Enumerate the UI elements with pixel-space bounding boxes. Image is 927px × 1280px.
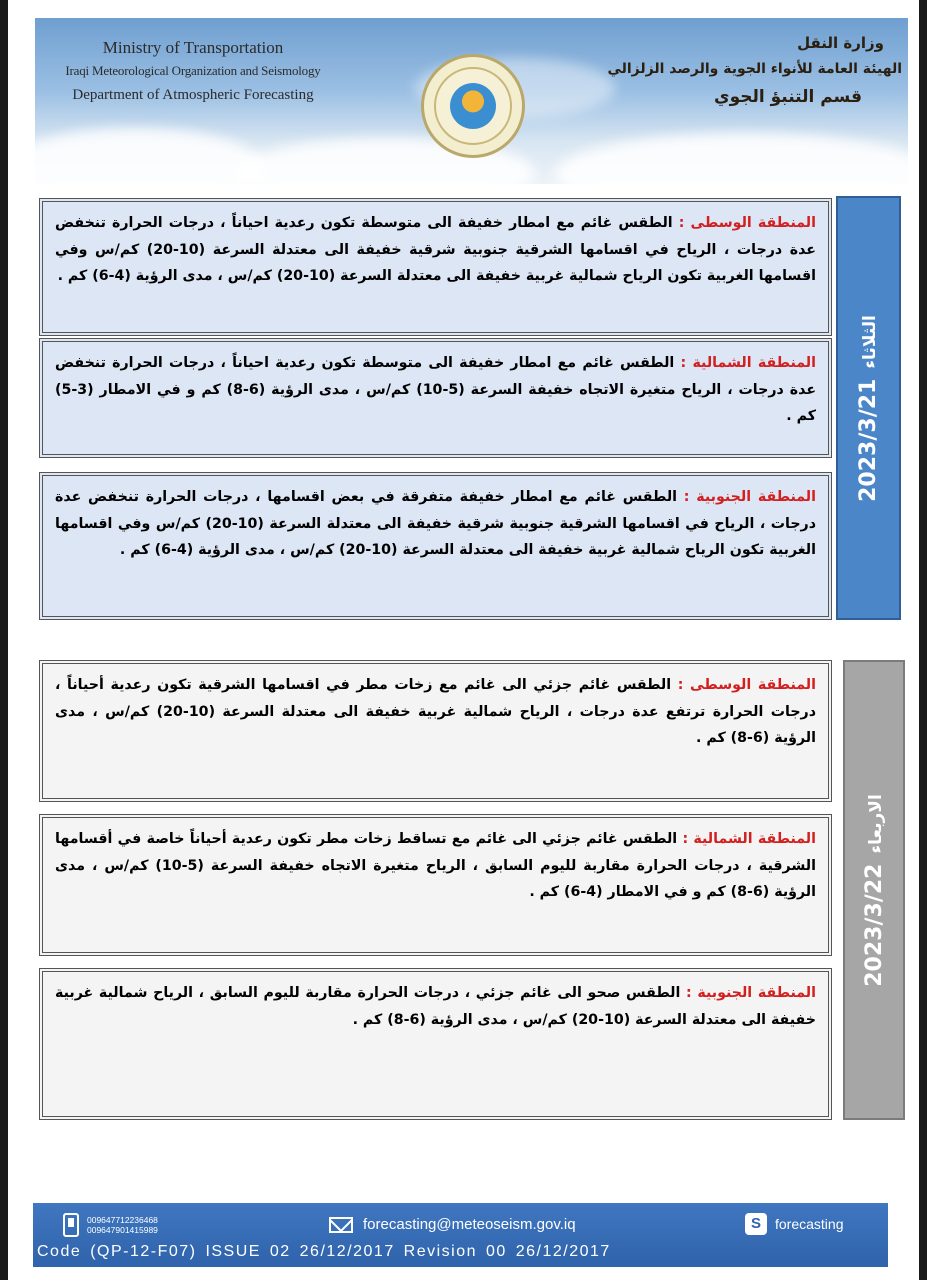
header-arabic <box>602 30 902 112</box>
forecast-text: الطقس غائم مع امطار خفيفة متفرقة في بعض اقسامها ، درجات الحرارة تنخفض عدة درجات ، الرياح في اقسامها الشرقية جنوبية شرقية خفيفة الى معتدلة السرعة (10-20) كم/س وفي اقسامها الغربية تكون الرياح شمالية غربية خفيفة الى معتدلة السرعة (10-20) كم/س ، مدى الرؤية (4-6) كم . <box>55 489 816 558</box>
forecast-central-region <box>39 660 832 802</box>
skype-handle: forecasting <box>775 1216 844 1232</box>
cloud-decoration <box>555 133 908 184</box>
department-name-ar: قسم التنبؤ الجوي <box>714 87 862 107</box>
region-name: المنطقة الشمالية : <box>682 831 816 847</box>
forecast-date: 2023/3/22 <box>861 863 887 987</box>
forecast-text: الطقس غائم جزئي الى غائم مع تساقط زخات مطر تكون رعدية أحياناً خاصة في أقسامها الشرقية ، درجات الحرارة مقاربة لليوم السابق ، الرياح متغيرة الاتجاه خفيفة السرعة (5-10) كم/س ، مدى الرؤية (6-8) كم و في الامطار (4-6) كم . <box>55 831 816 900</box>
phone-number: 009647712236468 <box>87 1215 158 1225</box>
organization-logo <box>421 54 525 158</box>
phone-number: 009647901415989 <box>87 1225 158 1235</box>
region-name: المنطقة الوسطى : <box>678 215 816 231</box>
forecast-southern-region <box>39 472 832 620</box>
header-english <box>43 36 343 108</box>
region-name: المنطقة الوسطى : <box>677 677 816 693</box>
phone-icon <box>63 1213 79 1237</box>
forecast-text: الطقس صحو الى غائم جزئي ، درجات الحرارة مقاربة لليوم السابق ، الرياح شمالية غربية خفيفة الى معتدلة السرعة (10-20) كم/س ، مدى الرؤية (6-8) كم . <box>55 985 816 1028</box>
region-name: المنطقة الجنوبية : <box>683 489 816 505</box>
skype-icon: S <box>745 1213 767 1235</box>
logo-emblem-icon <box>450 83 496 129</box>
footer-bar <box>33 1203 888 1267</box>
region-name: المنطقة الجنوبية : <box>686 985 816 1001</box>
document-code: Code (QP-12-F07) ISSUE 02 26/12/2017 Revision 00 26/12/2017 <box>37 1243 611 1260</box>
forecast-text: الطقس غائم جزئي الى غائم مع زخات مطر في اقسامها الشرقية تكون رعدية أحياناً ، درجات الحرارة ترتفع عدة درجات ، الرياح شمالية غربية خفيفة الى معتدلة السرعة (10-20) كم/س ، مدى الرؤية (6-8) كم . <box>55 677 816 746</box>
ministry-name-ar: وزارة النقل <box>797 34 884 52</box>
day-date-label <box>836 196 901 620</box>
forecast-northern-region <box>39 338 832 458</box>
forecast-text: الطقس غائم مع امطار خفيفة الى متوسطة تكون رعدية احياناً ، درجات الحرارة تنخفض عدة درجات ، الرياح في اقسامها الشرقية جنوبية شرقية خفيفة الى معتدلة السرعة (10-20) كم/س وفي اقسامها الغربية تكون الرياح شمالية غربية خفيفة الى معتدلة السرعة (10-20) كم/س ، مدى الرؤية (4-6) كم . <box>55 215 816 284</box>
email-link[interactable]: forecasting@meteoseism.gov.iq <box>363 1216 576 1233</box>
mail-icon <box>329 1217 353 1233</box>
forecast-central-region <box>39 198 832 336</box>
department-name-en: Department of Atmospheric Forecasting <box>72 87 314 103</box>
forecast-northern-region <box>39 814 832 956</box>
forecast-text: الطقس غائم مع امطار خفيفة الى متوسطة تكون رعدية احياناً ، درجات الحرارة تنخفض عدة درجات ، الرياح متغيرة الاتجاه خفيفة السرعة (5-10) كم/س ، مدى الرؤية (6-8) كم و في الامطار (3-5) كم . <box>55 355 817 424</box>
cloud-decoration <box>35 128 265 184</box>
region-name: المنطقة الشمالية : <box>680 355 816 371</box>
phone-numbers <box>87 1215 158 1235</box>
forecast-southern-region <box>39 968 832 1120</box>
organization-name-ar: الهيئة العامة للأنواء الجوية والرصد الزلزالي <box>607 61 902 77</box>
day-date-label <box>843 660 905 1120</box>
document-page <box>8 0 919 1280</box>
header-banner <box>35 18 908 184</box>
organization-name-en: Iraqi Meteorological Organization and Seismology <box>65 63 321 78</box>
ministry-name-en: Ministry of Transportation <box>102 38 284 57</box>
day-name: الثلاثاء <box>860 314 880 369</box>
day-name: الاربعاء <box>865 793 886 854</box>
forecast-date: 2023/3/21 <box>856 378 881 502</box>
